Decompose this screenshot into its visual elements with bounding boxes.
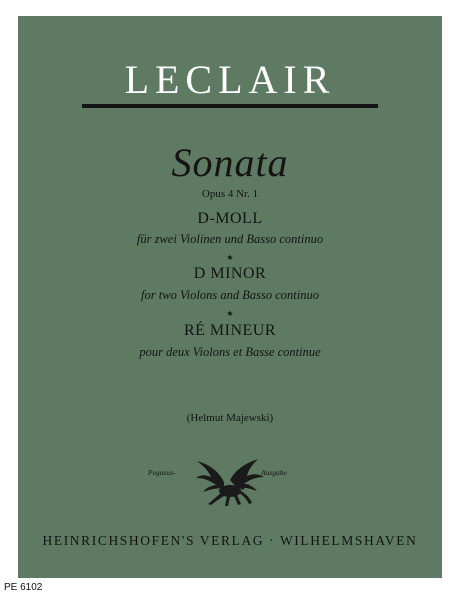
opus-number: Opus 4 Nr. 1 (201, 188, 259, 200)
logo-word-right: Ausgabe (261, 468, 287, 477)
composer-name: LECLAIR (124, 57, 336, 102)
separator-star-2: ★ (226, 309, 234, 318)
separator-star-1: ★ (226, 253, 234, 262)
key-english: D MINOR (193, 265, 267, 282)
logo-word-left: Pegasus- (148, 468, 176, 477)
scoring-english: for two Violons and Basso continuo (141, 288, 319, 302)
editor-credit: (Helmut Majewski) (186, 412, 274, 424)
catalog-number: PE 6102 (4, 582, 43, 593)
scoring-french: pour deux Violons et Basse continue (139, 345, 321, 359)
pegasus-icon (194, 456, 268, 508)
title-rule (82, 104, 378, 108)
score-cover (18, 16, 442, 578)
scoring-german: für zwei Violinen und Basso continuo (136, 232, 324, 246)
key-french: RÉ MINEUR (183, 322, 277, 339)
work-title: Sonata (171, 140, 289, 185)
key-german: D-MOLL (197, 210, 263, 227)
publisher-name: HEINRICHSHOFEN'S VERLAG · WILHELMSHAVEN (42, 533, 418, 548)
